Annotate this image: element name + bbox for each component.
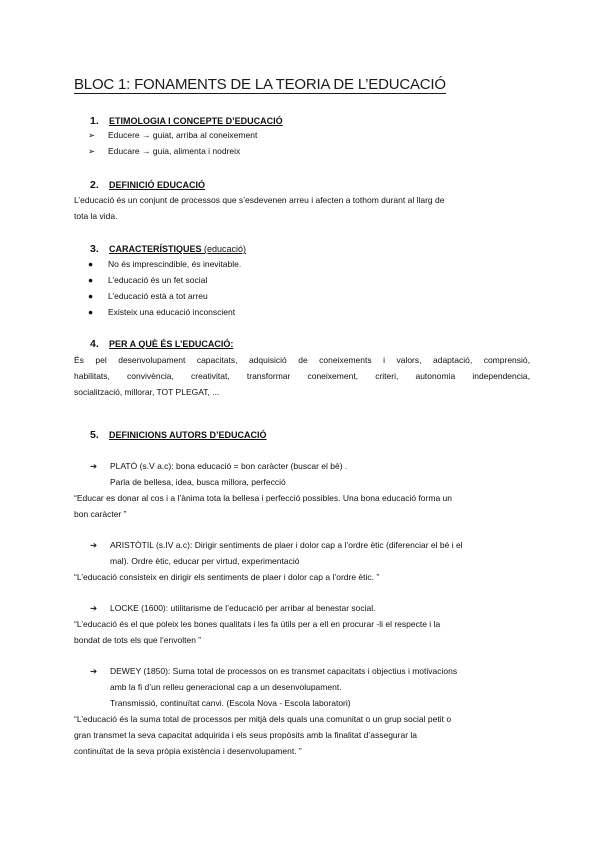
author-note: mal). Ordre ètic, educar per virtud, experimentació [110,556,300,566]
dot-bullet-icon: ● [88,307,94,317]
quote-line: “L’educació consisteix en dirigir els sentiments de plaer i dolor cap a l’ordre ètic. ” [74,572,380,582]
list-item: ● L’educació està a tot arreu [88,291,208,301]
list-item: ● L’educació és un fet social [88,275,208,285]
paragraph: És pel desenvolupament capacitats, adquisició de coneixements i valors, adaptació, comprensió, habilitats, convivència, creativitat, transformar coneixement, criteri, autonomia independencia, socialització, millorar, TOT PLEGAT, ... [74,355,530,397]
quote-line: continuïtat de la seva pròpia existència i desenvolupament. ” [74,746,302,756]
quote-line: bondat de tots els que l’envolten ” [74,635,202,645]
arrow-right-icon: ➔ [90,666,98,676]
author-item: ➔ PLATÓ (s.V a.c): bona educació = bon caràcter (buscar el bè) . [90,461,348,471]
arrow-right-icon: ➔ [90,461,98,471]
arrow-bullet-icon: ➢ [88,130,96,140]
section-5-heading: 5. DEFINICIONS AUTORS D’EDUCACIÓ [90,429,267,441]
list-item: ● No és imprescindible, és inevitable. [88,259,242,269]
author-item: ➔ ARISTÒTIL (s.IV a.c): Dirigir sentiments de plaer i dolor cap a l’ordre ètic (diferenciar el bé i el [90,540,463,550]
section-1-heading: 1. ETIMOLOGIA I CONCEPTE D’EDUCACIÓ [90,115,283,127]
list-item: ➢ Educare → guia, alimenta i nodreix [88,146,241,156]
arrow-right-icon: ➔ [90,540,98,550]
author-note: amb la fi d’un relleu generacional cap a un desenvolupament. [110,682,342,692]
author-note: Transmissió, continuïtat canvi. (Escola Nova - Escola laboratori) [110,698,351,708]
arrow-bullet-icon: ➢ [88,146,96,156]
quote-line: “L’educació és la suma total de processos per mitjà dels quals una comunitat o un grup social petit o [74,714,452,724]
section-4-heading: 4. PER A QUÈ ÉS L’EDUCACIÓ: [90,338,234,350]
document-title: BLOC 1: FONAMENTS DE LA TEORIA DE L’EDUCACIÓ [74,76,446,93]
list-item: ● Existeix una educació inconscient [88,307,236,317]
paragraph-line: tota la vida. [74,211,118,221]
quote-line: “L’educació és el que poleix les bones qualitats i les fa útils per a ell en procurar -li el respecte i la [74,619,441,629]
quote-line: bon caràcter ” [74,509,127,519]
arrow-right-icon: ➔ [90,603,98,613]
quote-line: gran transmet la seva capacitat adquirida i els seus propòsits amb la finalitat d’assegurar la [74,730,418,740]
section-3-heading: 3. CARACTERÍSTIQUES (educació) [90,243,247,255]
section-2-heading: 2. DEFINICIÓ EDUCACIÓ [90,179,206,191]
dot-bullet-icon: ● [88,291,94,301]
list-item: ➢ Educere → guiat, arriba al coneixement [88,130,258,140]
dot-bullet-icon: ● [88,275,94,285]
dot-bullet-icon: ● [88,259,94,269]
author-note: Parla de bellesa, idea, busca millora, perfecció [110,477,286,487]
author-item: ➔ DEWEY (1850): Suma total de processos on es transmet capacitats i objectius i motivacions [90,666,458,676]
quote-line: “Educar es donar al cos i a l’ànima tota la bellesa i perfecció possibles. Una bona educació forma un [74,493,452,503]
paragraph-line: L’educació és un conjunt de processos que s’esdevenen arreu i afecten a tothom durant al llarg de [74,195,445,205]
author-item: ➔ LOCKE (1600): utilitarisme de l’educació per arribar al benestar social. [90,603,376,613]
